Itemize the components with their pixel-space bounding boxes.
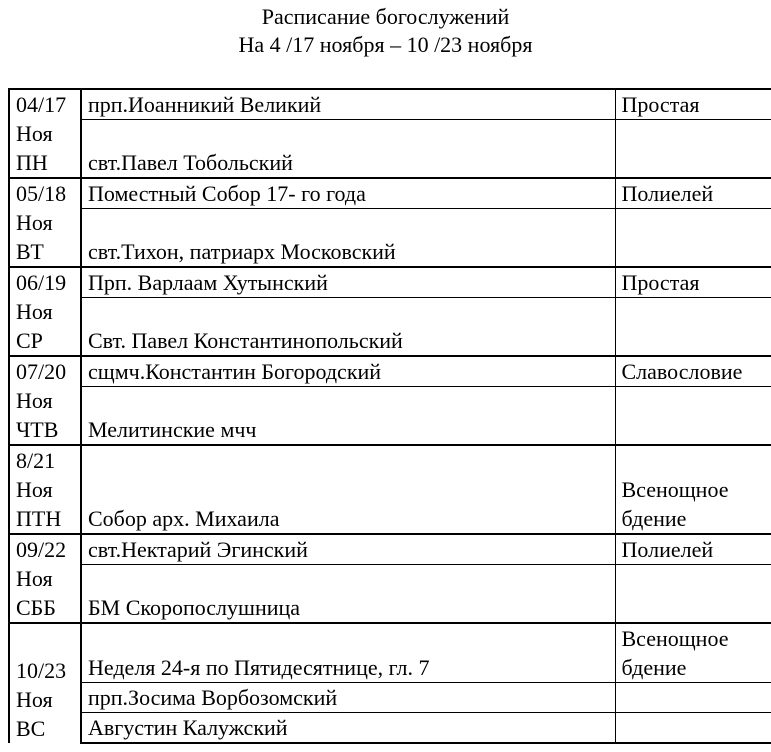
schedule-table xyxy=(8,88,771,744)
service-rank xyxy=(615,445,771,534)
service-rank-line: Всенощное xyxy=(621,626,729,651)
table-row xyxy=(9,209,771,267)
date-number: 8/21 xyxy=(16,448,56,473)
table-row xyxy=(9,683,771,713)
date-cell xyxy=(9,178,81,267)
service-description: Собор арх. Михаила xyxy=(81,445,615,534)
date-month: Ноя xyxy=(16,388,53,413)
page-title: Расписание богослужений xyxy=(261,4,510,29)
service-rank xyxy=(615,387,771,445)
service-description: Мелитинские мчч xyxy=(81,387,615,445)
date-cell xyxy=(9,356,81,445)
date-number: 07/20 xyxy=(16,359,67,384)
service-description: БМ Скоропослушница xyxy=(81,565,615,623)
date-weekday: ВС xyxy=(16,716,46,741)
date-weekday: ЧТВ xyxy=(16,417,59,442)
table-row xyxy=(9,178,771,209)
table-row xyxy=(9,534,771,565)
service-description: прп.Иоанникий Великий xyxy=(81,89,615,120)
service-rank xyxy=(615,713,771,744)
table-row xyxy=(9,267,771,298)
date-cell xyxy=(9,89,81,178)
service-rank xyxy=(615,209,771,267)
date-month: Ноя xyxy=(16,477,53,502)
service-rank: Полиелей xyxy=(615,534,771,565)
table-row xyxy=(9,120,771,178)
service-description: Свт. Павел Константинопольский xyxy=(81,298,615,356)
table-row xyxy=(9,298,771,356)
date-month: Ноя xyxy=(16,210,53,235)
service-description: сщмч.Константин Богородский xyxy=(81,356,615,387)
service-rank: Простая xyxy=(615,267,771,298)
date-weekday: СББ xyxy=(16,595,56,620)
date-cell xyxy=(9,267,81,356)
date-number: 05/18 xyxy=(16,181,67,206)
date-cell xyxy=(9,445,81,534)
date-month: Ноя xyxy=(16,299,53,324)
service-description: Поместный Собор 17- го года xyxy=(81,178,615,209)
service-rank xyxy=(615,683,771,713)
service-description: Неделя 24-я по Пятидесятнице, гл. 7 xyxy=(81,623,615,683)
date-weekday: ВТ xyxy=(16,239,44,264)
date-month: Ноя xyxy=(16,566,53,591)
service-rank: Славословие xyxy=(615,356,771,387)
date-number: 09/22 xyxy=(16,537,67,562)
table-row xyxy=(9,445,771,534)
service-rank: Простая xyxy=(615,89,771,120)
date-weekday: ПН xyxy=(16,150,48,175)
service-description: Прп. Варлаам Хутынский xyxy=(81,267,615,298)
table-row xyxy=(9,356,771,387)
date-month: Ноя xyxy=(16,121,53,146)
service-rank xyxy=(615,623,771,683)
service-rank xyxy=(615,565,771,623)
date-number: 06/19 xyxy=(16,270,67,295)
date-number: 04/17 xyxy=(16,92,67,117)
service-rank: Полиелей xyxy=(615,178,771,209)
table-row xyxy=(9,623,771,683)
date-number: 10/23 xyxy=(16,658,67,683)
date-range-subtitle: На 4 /17 ноября – 10 /23 ноября xyxy=(238,32,533,57)
service-description: свт.Нектарий Эгинский xyxy=(81,534,615,565)
service-rank-line: бдение xyxy=(621,655,687,680)
table-row xyxy=(9,565,771,623)
date-cell xyxy=(9,534,81,623)
service-rank-line: бдение xyxy=(621,506,687,531)
table-row xyxy=(9,713,771,744)
service-rank-line: Всенощное xyxy=(621,477,729,502)
table-row xyxy=(9,89,771,120)
date-month: Ноя xyxy=(16,687,53,712)
service-description: свт.Тихон, патриарх Московский xyxy=(81,209,615,267)
service-description: прп.Зосима Ворбозомский xyxy=(81,683,615,713)
service-rank xyxy=(615,298,771,356)
date-cell xyxy=(9,623,81,743)
service-description: свт.Павел Тобольский xyxy=(81,120,615,178)
table-row xyxy=(9,387,771,445)
date-weekday: СР xyxy=(16,328,43,353)
service-description: Августин Калужский xyxy=(81,713,615,744)
date-weekday: ПТН xyxy=(16,506,62,531)
service-rank xyxy=(615,120,771,178)
